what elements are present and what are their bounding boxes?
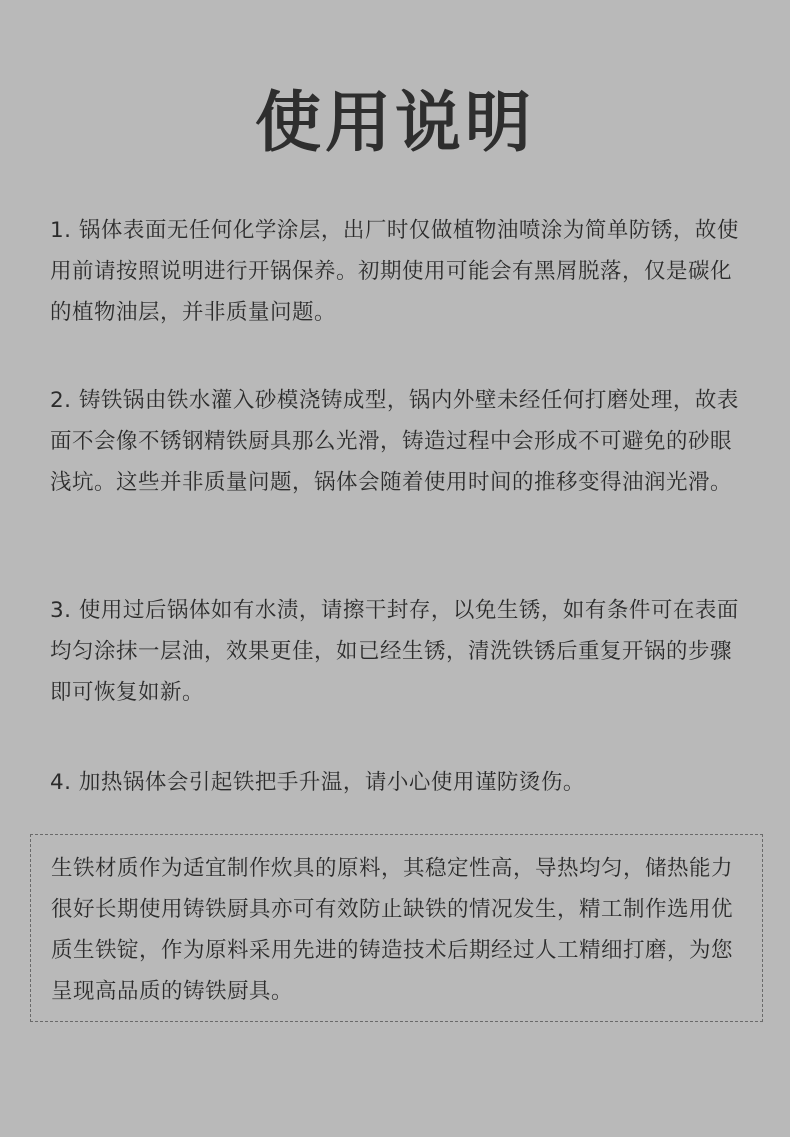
instruction-2: 2. 铸铁锅由铁水灌入砂模浇铸成型，锅内外壁未经任何打磨处理，故表面不会像不锈钢精铁厨具那么光滑，铸造过程中会形成不可避免的砂眼浅坑。这些并非质量问题，锅体会随着使用时间的推移变得油润光滑。 (50, 388, 739, 495)
page-title: 使用说明 (255, 83, 535, 161)
material-note-box (30, 834, 763, 1022)
instruction-1: 1. 锅体表面无任何化学涂层，出厂时仅做植物油喷涂为简单防锈，故使用前请按照说明进行开锅保养。初期使用可能会有黑屑脱落，仅是碳化的植物油层，并非质量问题。 (50, 218, 739, 325)
instruction-3: 3. 使用过后锅体如有水渍，请擦干封存，以免生锈，如有条件可在表面均匀涂抹一层油，效果更佳，如已经生锈，清洗铁锈后重复开锅的步骤即可恢复如新。 (50, 598, 739, 705)
instruction-4: 4. 加热锅体会引起铁把手升温，请小心使用谨防烫伤。 (50, 770, 585, 795)
material-note-text: 生铁材质作为适宜制作炊具的原料，其稳定性高，导热均匀，储热能力很好长期使用铸铁厨具亦可有效防止缺铁的情况发生，精工制作选用优质生铁锭，作为原料采用先进的铸造技术后期经过人工精细打磨，为您呈现高品质的铸铁厨具。 (51, 856, 734, 1004)
